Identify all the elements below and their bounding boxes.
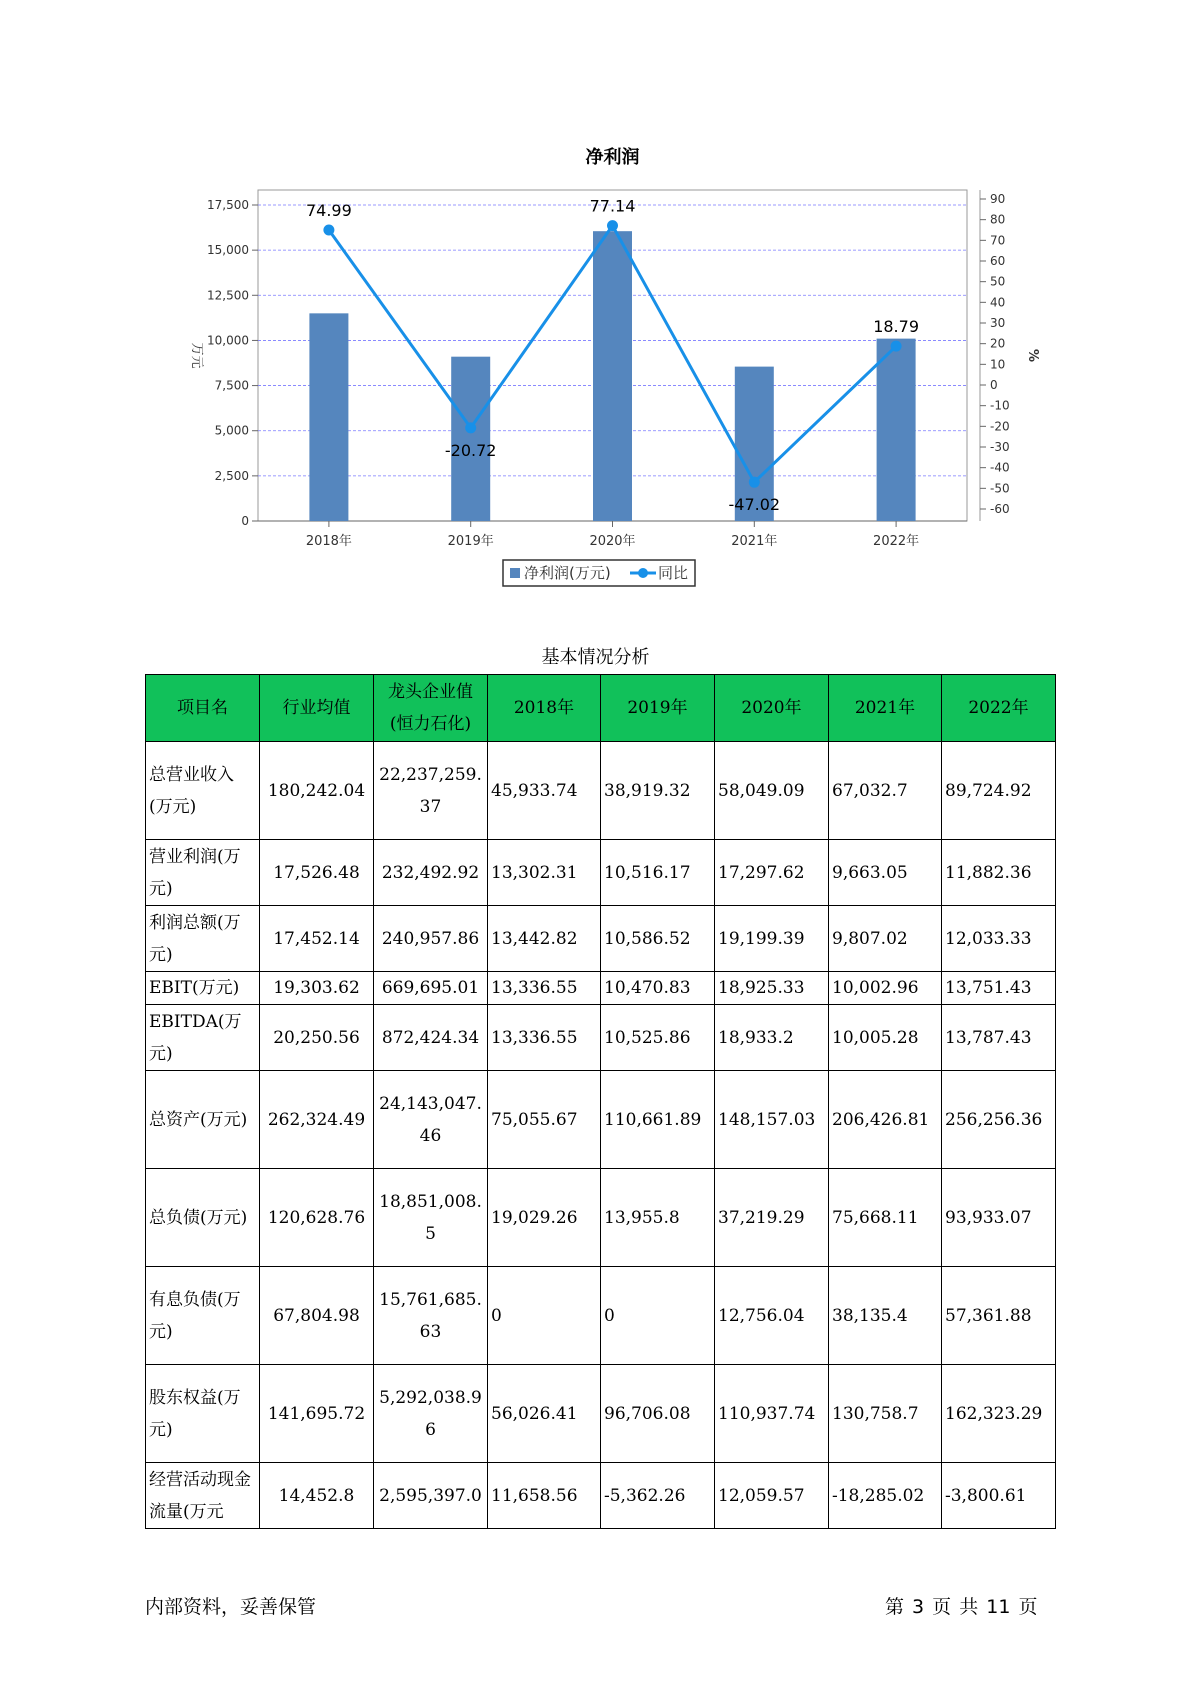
yoy-data-label: -47.02 bbox=[728, 495, 781, 515]
table-cell: 14,452.8 bbox=[260, 1463, 374, 1529]
table-cell: 24,143,047.46 bbox=[374, 1071, 488, 1169]
row-label: 总负债(万元) bbox=[146, 1169, 260, 1267]
table-cell: 11,882.36 bbox=[942, 840, 1056, 906]
legend-swatch-bar bbox=[510, 568, 520, 578]
table-cell: 180,242.04 bbox=[260, 742, 374, 840]
table-cell: 162,323.29 bbox=[942, 1365, 1056, 1463]
table-cell: 141,695.72 bbox=[260, 1365, 374, 1463]
y-tick-label: 0 bbox=[241, 514, 249, 528]
table-cell: -18,285.02 bbox=[829, 1463, 942, 1529]
header-2018: 2018年 bbox=[488, 675, 601, 742]
y2-tick-label: -30 bbox=[990, 440, 1010, 454]
table-cell: 148,157.03 bbox=[715, 1071, 829, 1169]
table-cell: 67,032.7 bbox=[829, 742, 942, 840]
bar bbox=[877, 339, 916, 521]
y2-tick-label: -10 bbox=[990, 398, 1010, 413]
table-cell: 19,029.26 bbox=[488, 1169, 601, 1267]
legend-label-line: 同比 bbox=[658, 564, 689, 582]
table-cell: 13,787.43 bbox=[942, 1005, 1056, 1071]
header-leader-value: 龙头企业值(恒力石化) bbox=[374, 675, 488, 742]
table-cell: 10,586.52 bbox=[601, 906, 715, 972]
y2-tick-label: 30 bbox=[990, 316, 1006, 330]
table-cell: 11,658.56 bbox=[488, 1463, 601, 1529]
x-tick-label: 2021年 bbox=[731, 534, 778, 549]
table-cell: 13,955.8 bbox=[601, 1169, 715, 1267]
yoy-point bbox=[323, 225, 334, 236]
y-tick-label: 12,500 bbox=[207, 288, 249, 303]
table-cell: 19,303.62 bbox=[260, 972, 374, 1005]
table-cell: 20,250.56 bbox=[260, 1005, 374, 1071]
table-cell: 13,302.31 bbox=[488, 840, 601, 906]
y2-tick-label: 0 bbox=[990, 378, 998, 392]
table-cell: 669,695.01 bbox=[374, 972, 488, 1005]
header-2020: 2020年 bbox=[715, 675, 829, 742]
table-cell: -5,362.26 bbox=[601, 1463, 715, 1529]
row-label: EBIT(万元) bbox=[146, 972, 260, 1005]
yoy-point bbox=[465, 422, 476, 433]
table-row bbox=[146, 906, 1056, 972]
table-cell: 18,925.33 bbox=[715, 972, 829, 1005]
table-cell: 37,219.29 bbox=[715, 1169, 829, 1267]
yoy-data-label: 74.99 bbox=[305, 201, 352, 221]
table-cell: 10,470.83 bbox=[601, 972, 715, 1005]
table-cell: 10,516.17 bbox=[601, 840, 715, 906]
footer-page-number: 第 3 页 共 11 页 bbox=[885, 1596, 1038, 1618]
x-tick-label: 2019年 bbox=[447, 534, 494, 549]
header-2022: 2022年 bbox=[942, 675, 1056, 742]
table-cell: 110,661.89 bbox=[601, 1071, 715, 1169]
table-cell: 17,452.14 bbox=[260, 906, 374, 972]
y2-tick-label: 60 bbox=[990, 254, 1006, 268]
table-cell: 19,199.39 bbox=[715, 906, 829, 972]
y2-tick-label: 90 bbox=[990, 192, 1006, 206]
basic-analysis-table bbox=[145, 674, 1056, 1529]
table-cell: 110,937.74 bbox=[715, 1365, 829, 1463]
table-row bbox=[146, 1463, 1056, 1529]
y-tick-label: 15,000 bbox=[207, 243, 249, 258]
table-row bbox=[146, 1071, 1056, 1169]
table-cell: 18,851,008.5 bbox=[374, 1169, 488, 1267]
table-cell: 5,292,038.96 bbox=[374, 1365, 488, 1463]
y-tick-label: 17,500 bbox=[207, 198, 249, 212]
legend-swatch-point bbox=[638, 568, 648, 578]
yoy-data-label: 18.79 bbox=[873, 317, 920, 337]
yoy-data-label: 77.14 bbox=[589, 196, 636, 216]
table-row bbox=[146, 1365, 1056, 1463]
table-cell: 18,933.2 bbox=[715, 1005, 829, 1071]
table-row bbox=[146, 1169, 1056, 1267]
y2-tick-label: -40 bbox=[990, 460, 1010, 475]
bar bbox=[309, 313, 348, 521]
table-cell: 9,807.02 bbox=[829, 906, 942, 972]
table-cell: 12,059.57 bbox=[715, 1463, 829, 1529]
table-cell: 89,724.92 bbox=[942, 742, 1056, 840]
header-2021: 2021年 bbox=[829, 675, 942, 742]
table-cell: 120,628.76 bbox=[260, 1169, 374, 1267]
row-label: EBITDA(万元) bbox=[146, 1005, 260, 1071]
table-cell: 17,297.62 bbox=[715, 840, 829, 906]
table-cell: 256,256.36 bbox=[942, 1071, 1056, 1169]
row-label: 营业利润(万元) bbox=[146, 840, 260, 906]
bar bbox=[451, 357, 490, 521]
table-cell: 15,761,685.63 bbox=[374, 1267, 488, 1365]
y2-tick-label: 80 bbox=[990, 212, 1006, 227]
y2-tick-label: 10 bbox=[990, 357, 1006, 372]
table-cell: -3,800.61 bbox=[942, 1463, 1056, 1529]
table-cell: 13,751.43 bbox=[942, 972, 1056, 1005]
table-cell: 2,595,397.0 bbox=[374, 1463, 488, 1529]
yoy-point bbox=[607, 220, 618, 231]
row-label: 有息负债(万元) bbox=[146, 1267, 260, 1365]
yoy-point bbox=[891, 341, 902, 352]
table-cell: 262,324.49 bbox=[260, 1071, 374, 1169]
table-cell: 67,804.98 bbox=[260, 1267, 374, 1365]
table-cell: 38,919.32 bbox=[601, 742, 715, 840]
legend-label-bar: 净利润(万元) bbox=[524, 564, 611, 582]
table-cell: 9,663.05 bbox=[829, 840, 942, 906]
y2-axis-label: % bbox=[1025, 348, 1040, 363]
yoy-point bbox=[749, 477, 760, 488]
table-cell: 38,135.4 bbox=[829, 1267, 942, 1365]
table-row bbox=[146, 1267, 1056, 1365]
table-header-row bbox=[146, 675, 1056, 742]
y2-tick-label: 50 bbox=[990, 274, 1006, 289]
bar bbox=[593, 231, 632, 521]
y-axis-label: 万元 bbox=[189, 342, 204, 369]
header-2019: 2019年 bbox=[601, 675, 715, 742]
table-cell: 232,492.92 bbox=[374, 840, 488, 906]
y-tick-label: 7,500 bbox=[214, 378, 249, 393]
table-cell: 22,237,259.37 bbox=[374, 742, 488, 840]
header-industry-avg: 行业均值 bbox=[260, 675, 374, 742]
table-row bbox=[146, 742, 1056, 840]
table-cell: 206,426.81 bbox=[829, 1071, 942, 1169]
footer-confidential-note: 内部资料，妥善保管 bbox=[145, 1596, 317, 1618]
x-tick-label: 2022年 bbox=[873, 534, 920, 549]
table-cell: 96,706.08 bbox=[601, 1365, 715, 1463]
table-cell: 75,055.67 bbox=[488, 1071, 601, 1169]
table-cell: 240,957.86 bbox=[374, 906, 488, 972]
x-tick-label: 2018年 bbox=[305, 534, 352, 549]
net-profit-chart bbox=[0, 0, 1191, 600]
row-label: 利润总额(万元) bbox=[146, 906, 260, 972]
table-row bbox=[146, 972, 1056, 1005]
header-item-name: 项目名 bbox=[146, 675, 260, 742]
table-cell: 45,933.74 bbox=[488, 742, 601, 840]
y2-tick-label: 20 bbox=[990, 336, 1006, 351]
y-tick-label: 5,000 bbox=[214, 423, 249, 438]
table-cell: 17,526.48 bbox=[260, 840, 374, 906]
table-cell: 12,756.04 bbox=[715, 1267, 829, 1365]
table-caption: 基本情况分析 bbox=[541, 647, 650, 668]
table-cell: 56,026.41 bbox=[488, 1365, 601, 1463]
y2-tick-label: -60 bbox=[990, 502, 1010, 516]
yoy-data-label: -20.72 bbox=[444, 440, 497, 460]
table-cell: 93,933.07 bbox=[942, 1169, 1056, 1267]
table-row bbox=[146, 1005, 1056, 1071]
table-cell: 10,002.96 bbox=[829, 972, 942, 1005]
y2-tick-label: 40 bbox=[990, 295, 1006, 310]
table-cell: 0 bbox=[488, 1267, 601, 1365]
table-cell: 12,033.33 bbox=[942, 906, 1056, 972]
y-tick-label: 10,000 bbox=[207, 333, 249, 348]
y2-tick-label: -20 bbox=[990, 419, 1010, 434]
table-cell: 13,336.55 bbox=[488, 972, 601, 1005]
table-cell: 10,005.28 bbox=[829, 1005, 942, 1071]
table-cell: 13,336.55 bbox=[488, 1005, 601, 1071]
table-cell: 58,049.09 bbox=[715, 742, 829, 840]
table-cell: 872,424.34 bbox=[374, 1005, 488, 1071]
table-cell: 0 bbox=[601, 1267, 715, 1365]
table-row bbox=[146, 840, 1056, 906]
y2-tick-label: -50 bbox=[990, 481, 1010, 496]
chart-title: 净利润 bbox=[585, 147, 640, 168]
table-cell: 13,442.82 bbox=[488, 906, 601, 972]
y2-tick-label: 70 bbox=[990, 233, 1006, 248]
table-cell: 75,668.11 bbox=[829, 1169, 942, 1267]
table-cell: 130,758.7 bbox=[829, 1365, 942, 1463]
row-label: 总营业收入(万元) bbox=[146, 742, 260, 840]
row-label: 股东权益(万元) bbox=[146, 1365, 260, 1463]
y-tick-label: 2,500 bbox=[214, 468, 249, 483]
row-label: 经营活动现金流量(万元 bbox=[146, 1463, 260, 1529]
x-tick-label: 2020年 bbox=[589, 534, 636, 549]
table-cell: 10,525.86 bbox=[601, 1005, 715, 1071]
row-label: 总资产(万元) bbox=[146, 1071, 260, 1169]
table-cell: 57,361.88 bbox=[942, 1267, 1056, 1365]
